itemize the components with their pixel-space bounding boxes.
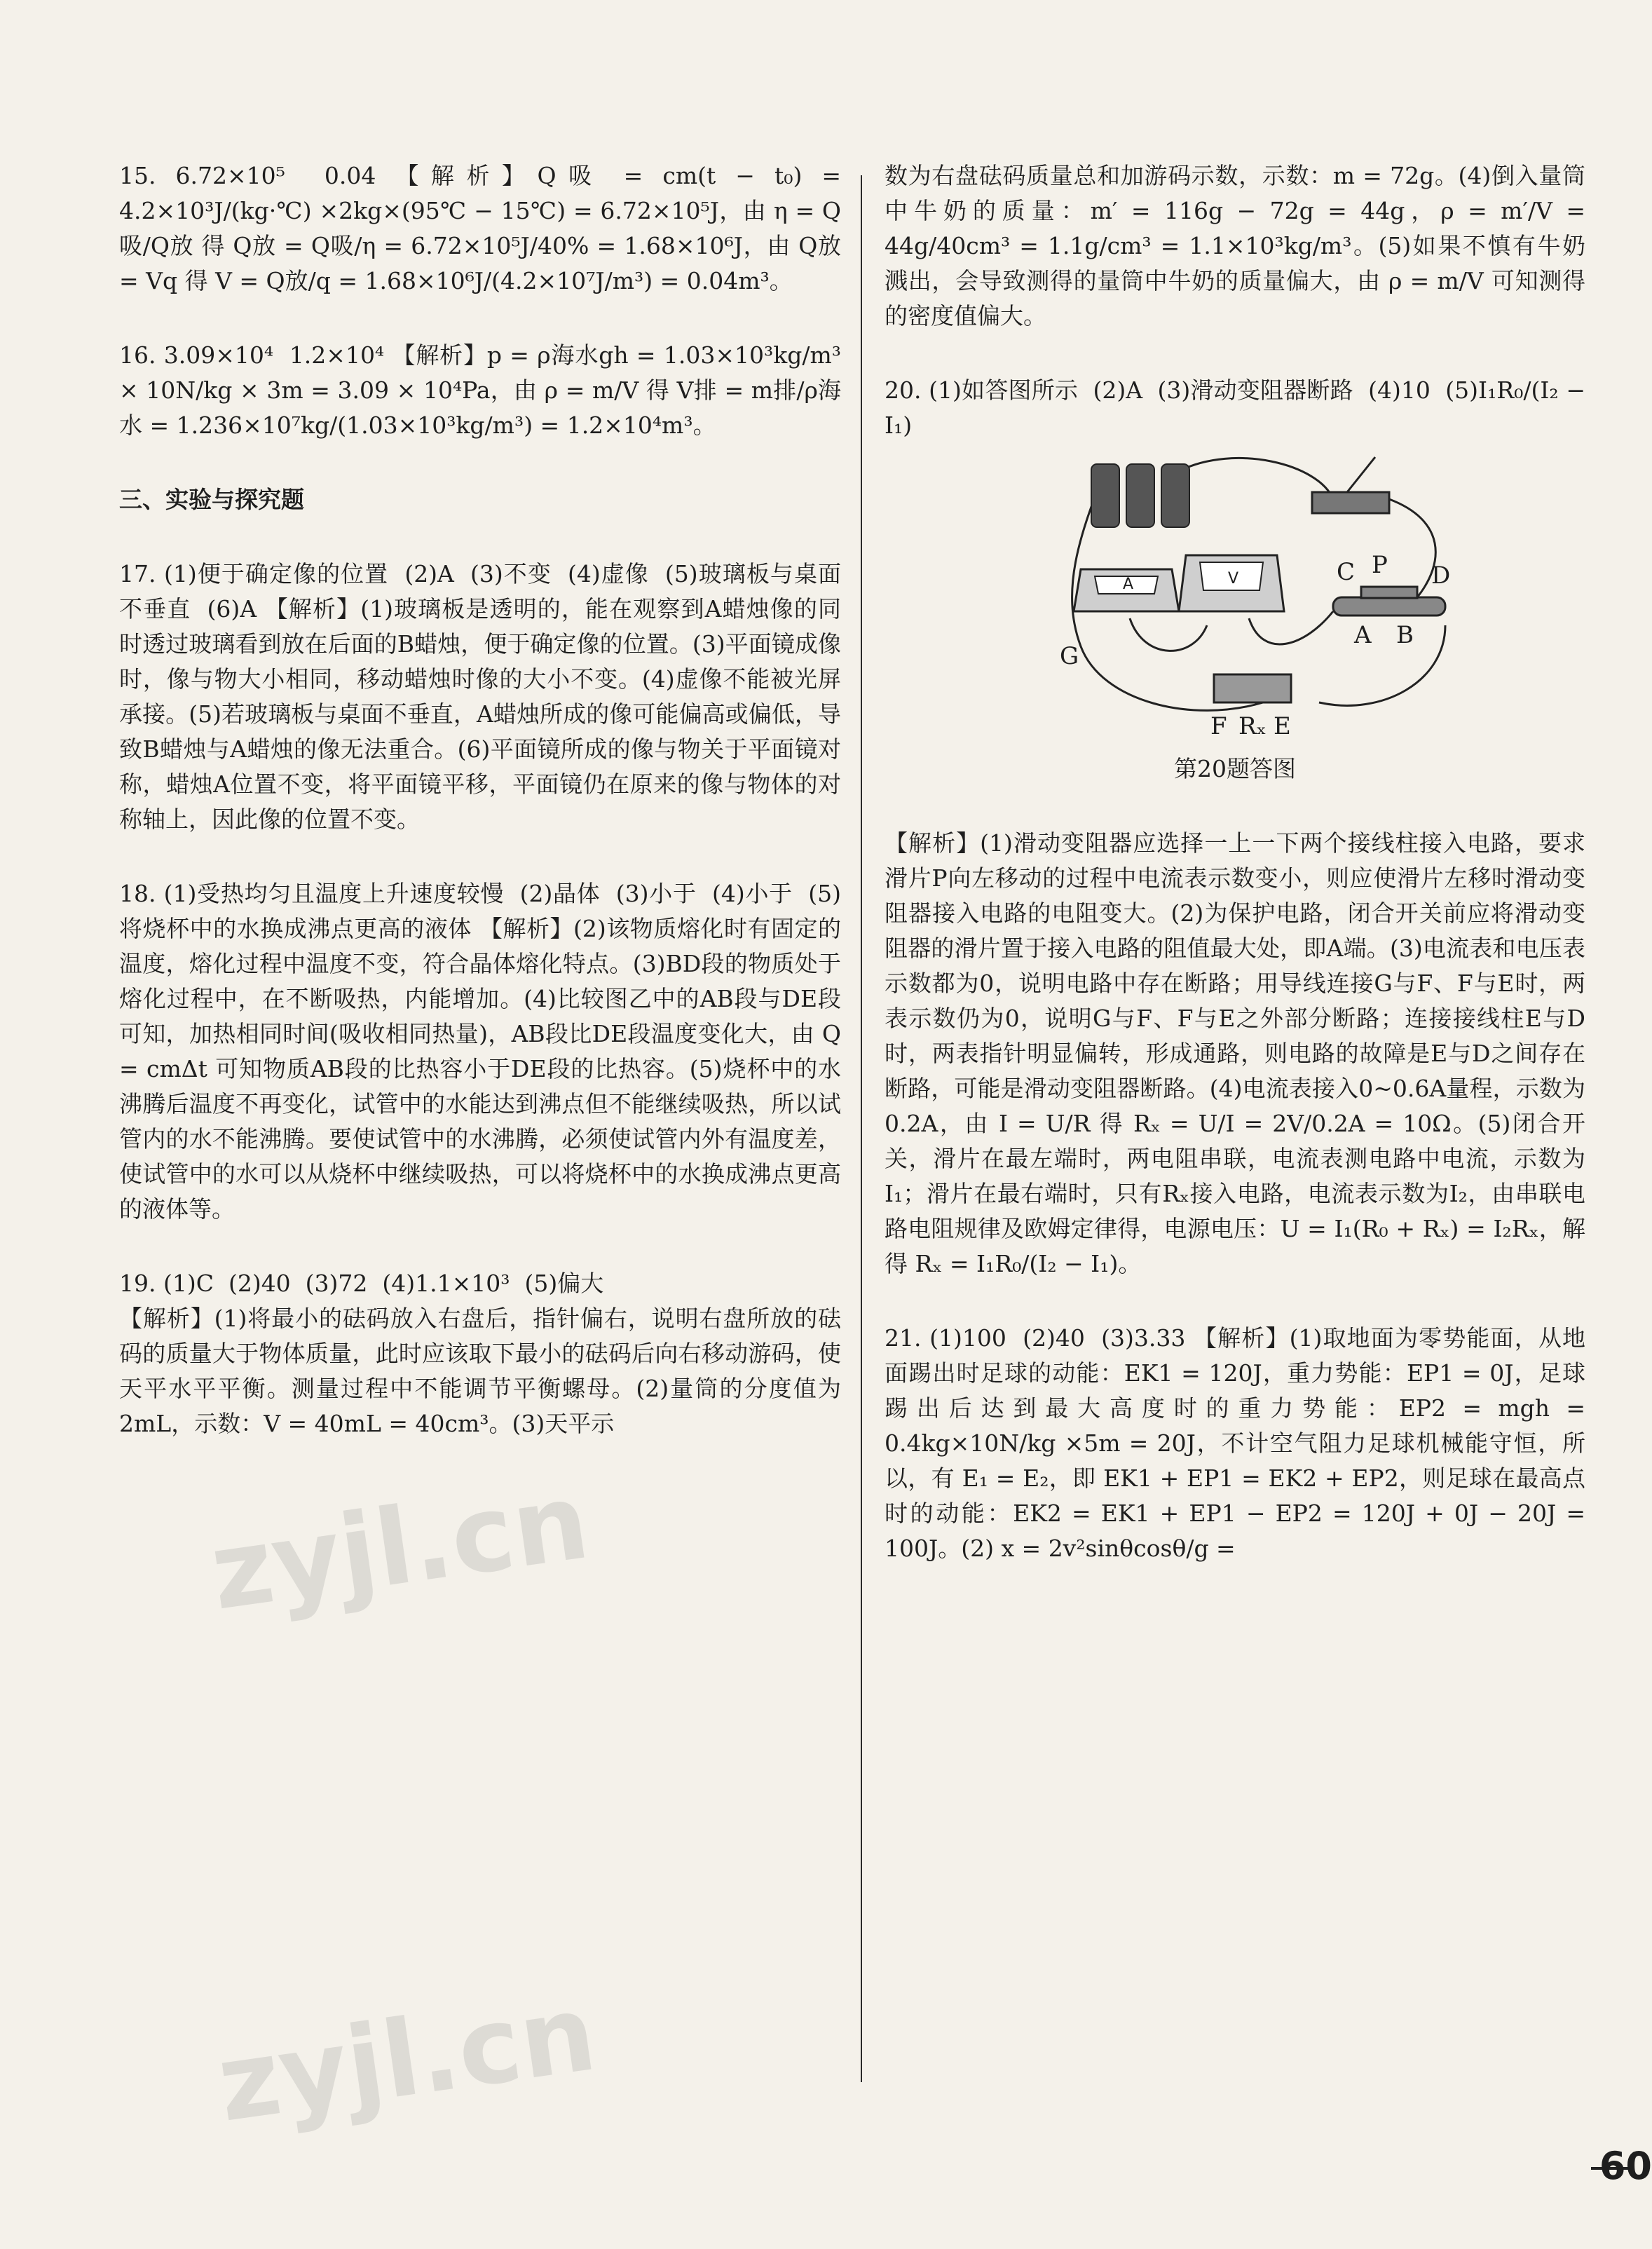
label-d: D bbox=[1431, 562, 1451, 590]
page-number: 60 bbox=[1599, 2144, 1652, 2188]
answer-19-continued: 数为右盘砝码质量总和加游码示数，示数：m = 72g。(4)倒入量筒中牛奶的质量：m′ = 116g − 72g = 44g，ρ = m′/V = 44g/40cm³ = 1.1g/cm³ = 1.1×10³kg/m³。(5)如果不慎有牛奶溅出，会导致测得的量筒中牛奶的质量偏大，由 ρ = m/V 可知测得的密度值偏大。 bbox=[885, 162, 1593, 329]
figure-caption: 第20题答图 bbox=[1174, 755, 1296, 782]
label-f: F bbox=[1210, 712, 1227, 740]
answer-18: 18. (1)受热均匀且温度上升速度较慢 (2)晶体 (3)小于 (4)小于 (5)将烧杯中的水换成沸点更高的液体 【解析】(2)该物质熔化时有固定的温度，熔化过程中温度不变，符合晶体熔化特点。(3)BD段的物质处于熔化过程中，在不断吸热，内能增加。(4)比较图乙中的AB段与DE段可知，加热相同时间(吸收相同热量)，AB段比DE段温度变化大，由 Q = cmΔt 可知物质AB段的比热容小于DE段的比热容。(5)烧杯中的水沸腾后温度不再变化，试管中的水能达到沸点但不能继续吸热，所以试管内的水不能沸腾。要使试管中的水沸腾，必须使试管内外有温度差，使试管中的水可以从烧杯中继续吸热，可以将烧杯中的水换成沸点更高的液体等。 bbox=[119, 880, 849, 1223]
right-column bbox=[885, 158, 1593, 1605]
ammeter-label: A bbox=[1123, 576, 1134, 593]
watermark: zyjl.cn bbox=[210, 1972, 603, 2146]
label-p: P bbox=[1372, 551, 1388, 579]
answer-20: 20. (1)如答图所示 (2)A (3)滑动变阻器断路 (4)10 (5)I₁R₀/(I₂ − I₁) bbox=[885, 376, 1593, 439]
column-divider bbox=[861, 175, 862, 2082]
voltmeter-label: V bbox=[1228, 570, 1239, 587]
answer-15: 15. 6.72×10⁵ 0.04 【解析】Q吸 = cm(t − t₀) = 4.2×10³J/(kg·℃) ×2kg×(95℃ − 15℃) = 6.72×10⁵J，由 η = Q吸/Q放 得 Q放 = Q吸/η = 6.72×10⁵J/40% = 1.68×10⁶J，由 Q放 = Vq 得 V = Q放/q = 1.68×10⁶J/(4.2×10⁷J/m³) = 0.04m³。 bbox=[119, 162, 849, 294]
label-e: E bbox=[1274, 712, 1291, 740]
label-b: B bbox=[1396, 621, 1414, 649]
answer-21: 21. (1)100 (2)40 (3)3.33 【解析】(1)取地面为零势能面，从地面踢出时足球的动能：EK1 = 120J，重力势能：EP1 = 0J，足球踢出后达到最大高度时的重力势能：EP2 = mgh = 0.4kg×10N/kg ×5m = 20J，不计空气阻力足球机械能守恒，所以，有 E₁ = E₂，即 EK1 + EP1 = EK2 + EP2，则足球在最高点时的动能：EK2 = EK1 + EP1 − EP2 = 120J + 0J − 20J = 100J。(2) x = 2v²sinθcosθ/g = bbox=[885, 1324, 1593, 1562]
label-g: G bbox=[1060, 642, 1079, 670]
answer-20-analysis: 【解析】(1)滑动变阻器应选择一上一下两个接线柱接入电路，要求滑片P向左移动的过程中电流表示数变小，则应使滑片左移时滑动变阻器接入电路的电阻变大。(2)为保护电路，闭合开关前应将滑动变阻器的滑片置于接入电路的阻值最大处，即A端。(3)电流表和电压表示数都为0，说明电路中存在断路；用导线连接G与F、F与E时，两表示数仍为0，说明G与F、F与E之外部分断路；连接接线柱E与D时，两表指针明显偏转，形成通路，则电路的故障是E与D之间存在断路，可能是滑动变阻器断路。(4)电流表接入0~0.6A量程，示数为0.2A，由 I = U/R 得 Rₓ = U/I = 2V/0.2A = 10Ω。(5)闭合开关，滑片在最左端时，两电阻串联，电流表测电路中电流，示数为I₁；滑片在最右端时，只有Rₓ接入电路，电流表示数为I₂，由串联电路电阻规律及欧姆定律得，电源电压：U = I₁(R₀ + Rₓ) = I₂Rₓ，解得 Rₓ = I₁R₀/(I₂ − I₁)。 bbox=[885, 829, 1585, 1277]
watermark: zyjl.cn bbox=[203, 1460, 596, 1634]
label-a: A bbox=[1354, 621, 1372, 649]
label-rx: Rₓ bbox=[1238, 712, 1267, 740]
answer-19: 19. (1)C (2)40 (3)72 (4)1.1×10³ (5)偏大 【解析】(1)将最小的砝码放入右盘后，指针偏右，说明右盘所放的砝码的质量大于物体质量，此时应该取下最小的砝码后向右移动游码，使天平水平平衡。测量过程中不能调节平衡螺母。(2)量筒的分度值为2mL，示数：V = 40mL = 40cm³。(3)天平示 bbox=[119, 1270, 841, 1437]
section-heading: 三、实验与探究题 bbox=[119, 486, 304, 513]
answer-16: 16. 3.09×10⁴ 1.2×10⁴ 【解析】p = ρ海水gh = 1.03×10³kg/m³ × 10N/kg × 3m = 3.09 × 10⁴Pa，由 ρ = m/V 得 V排 = m排/ρ海水 = 1.236×10⁷kg/(1.03×10³kg/m³) = 1.2×10⁴m³。 bbox=[119, 341, 849, 439]
answer-17: 17. (1)便于确定像的位置 (2)A (3)不变 (4)虚像 (5)玻璃板与桌面不垂直 (6)A 【解析】(1)玻璃板是透明的，能在观察到A蜡烛像的同时透过玻璃看到放在后面的B蜡烛，便于确定像的位置。(3)平面镜成像时，像与物大小相同，移动蜡烛时像的大小不变。(4)虚像不能被光屏承接。(5)若玻璃板与桌面不垂直，A蜡烛所成的像可能偏高或偏低，导致B蜡烛与A蜡烛的像无法重合。(6)平面镜所成的像与物关于平面镜对称，蜡烛A位置不变，将平面镜平移，平面镜仍在原来的像与物体的对称轴上，因此像的位置不变。 bbox=[119, 560, 841, 833]
label-c: C bbox=[1337, 558, 1356, 586]
circuit-diagram bbox=[1053, 450, 1473, 745]
left-column bbox=[119, 158, 849, 1481]
